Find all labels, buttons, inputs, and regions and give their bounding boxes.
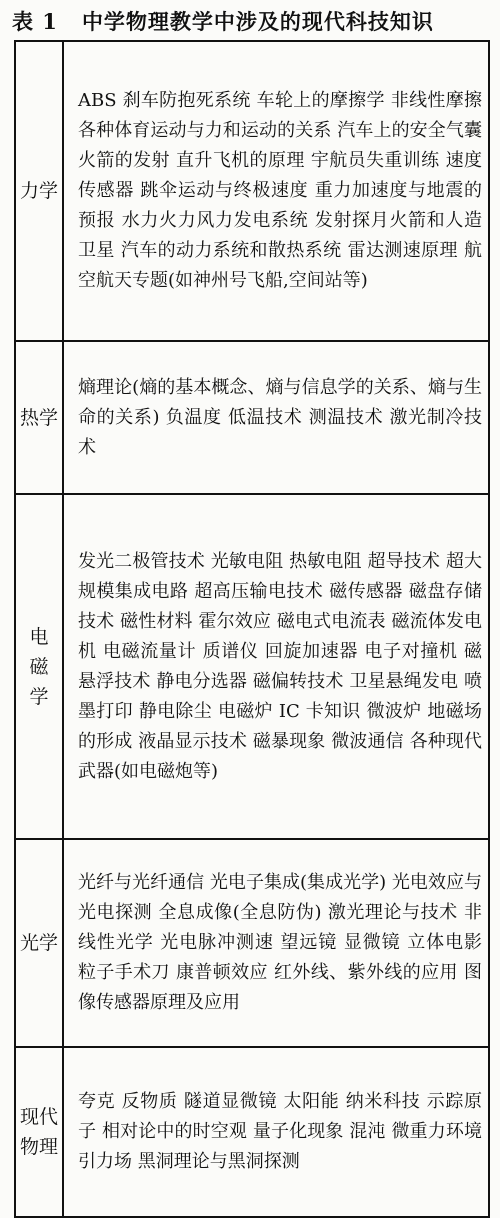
knowledge-table xyxy=(14,40,490,1218)
content-cell-optics: 光纤与光纤通信 光电子集成(集成光学) 光电效应与光电探测 全息成像(全息防伪) 激光理论与技术 非线性光学 光电脉冲测速 望远镜 显微镜 立体电影 粒子手术刀 康普顿效应 红外线、紫外线的应用 图像传感器原理及应用 xyxy=(63,839,489,1047)
table-row xyxy=(15,839,489,1047)
category-line: 现代 xyxy=(19,1106,58,1128)
category-cell-optics: 光学 xyxy=(15,839,63,1047)
table-row xyxy=(15,341,489,494)
category-line: 物理 xyxy=(19,1136,58,1158)
content-cell-electromagnetism: 发光二极管技术 光敏电阻 热敏电阻 超导技术 超大规模集成电路 超高压输电技术 磁传感器 磁盘存储技术 磁性材料 霍尔效应 磁电式电流表 磁流体发电机 电磁流量计 质谱仪 回旋加速器 电子对撞机 磁悬浮技术 静电分选器 磁偏转技术 卫星悬绳发电 喷墨打印 静电除尘 电磁炉 IC 卡知识 微波炉 地磁场的形成 液晶显示技术 磁暴现象 微波通信 各种现代武器(如电磁炮等) xyxy=(63,494,489,839)
table-caption xyxy=(12,6,434,36)
category-cell-electromagnetism xyxy=(15,494,63,839)
category-line: 电 xyxy=(29,625,49,648)
category-cell-mechanics: 力学 xyxy=(15,41,63,341)
table-row xyxy=(15,494,489,839)
table-number: 表 1 xyxy=(12,9,58,34)
table-title: 中学物理教学中涉及的现代科技知识 xyxy=(81,9,434,34)
content-cell-mechanics: ABS 刹车防抱死系统 车轮上的摩擦学 非线性摩擦 各种体育运动与力和运动的关系 汽车上的安全气囊 火箭的发射 直升飞机的原理 宇航员失重训练 速度传感器 跳伞运动与终极速度 重力加速度与地震的预报 水力火力风力发电系统 发射探月火箭和人造卫星 汽车的动力系统和散热系统 雷达测速原理 航空航天专题(如神州号飞船,空间站等) xyxy=(63,41,489,341)
category-line: 磁 xyxy=(29,655,49,678)
table-row xyxy=(15,41,489,341)
table-row xyxy=(15,1047,489,1217)
category-cell-modern-physics xyxy=(15,1047,63,1217)
category-line: 学 xyxy=(29,685,49,708)
content-cell-modern-physics: 夸克 反物质 隧道显微镜 太阳能 纳米科技 示踪原子 相对论中的时空观 量子化现象 混沌 微重力环境 引力场 黑洞理论与黑洞探测 xyxy=(63,1047,489,1217)
content-cell-thermal: 熵理论(熵的基本概念、熵与信息学的关系、熵与生命的关系) 负温度 低温技术 测温技术 激光制冷技术 xyxy=(63,341,489,494)
category-cell-thermal: 热学 xyxy=(15,341,63,494)
